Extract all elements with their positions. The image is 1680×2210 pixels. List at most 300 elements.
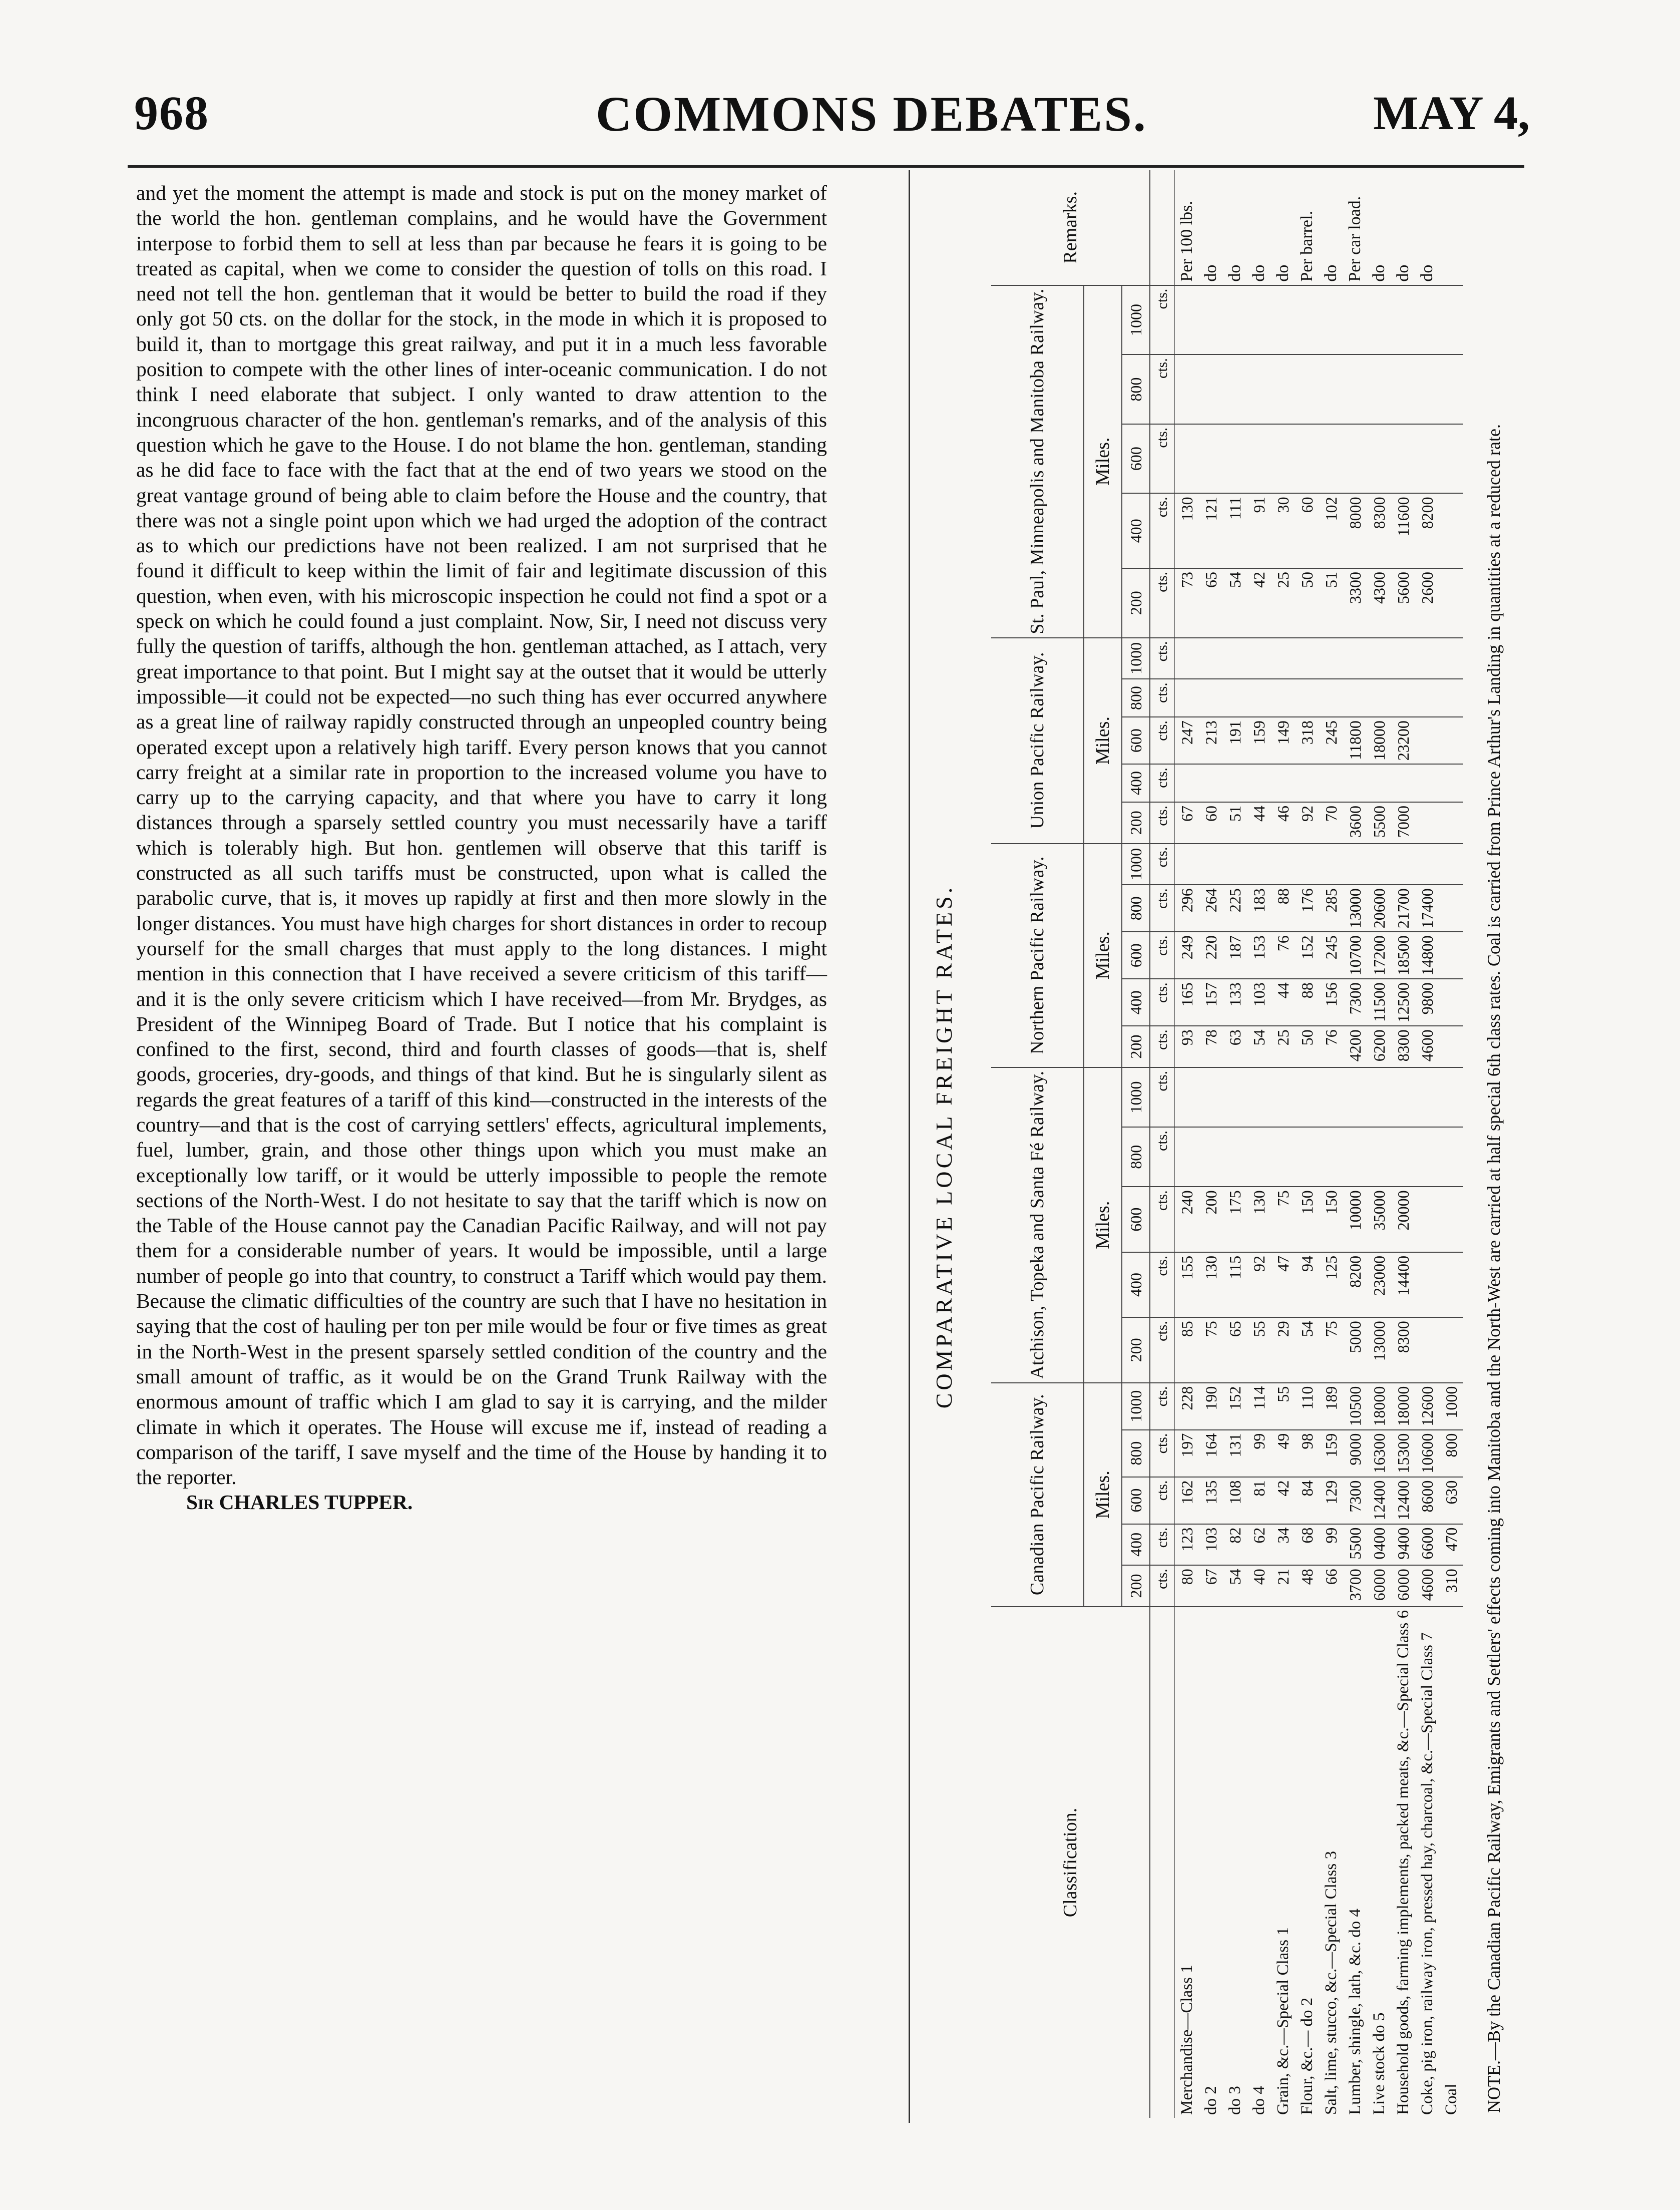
rate-cell bbox=[1295, 638, 1319, 679]
remark-cell: do bbox=[1418, 264, 1436, 282]
unit-label: cts. bbox=[1150, 844, 1175, 885]
rate-cell: 81 bbox=[1247, 1477, 1271, 1524]
remarks-header: Remarks. bbox=[991, 170, 1150, 285]
rate-cell: 133 bbox=[1223, 979, 1247, 1026]
rate-cell bbox=[1295, 424, 1319, 494]
rate-cell: 9800 bbox=[1415, 979, 1439, 1026]
rate-cell: 25 bbox=[1271, 568, 1295, 638]
rate-cell: 150 bbox=[1319, 1187, 1343, 1252]
rate-cell: 99 bbox=[1319, 1524, 1343, 1566]
table-title: COMPARATIVE LOCAL FREIGHT RATES. bbox=[931, 884, 957, 1409]
rate-cell: 200 bbox=[1199, 1187, 1223, 1252]
rate-cell: 23200 bbox=[1391, 717, 1415, 764]
table-row bbox=[1415, 170, 1439, 2118]
rate-cell bbox=[1271, 679, 1295, 717]
rate-cell bbox=[1223, 844, 1247, 885]
rate-cell: 76 bbox=[1319, 1026, 1343, 1067]
rate-cell bbox=[1271, 638, 1295, 679]
rate-cell: 4300 bbox=[1367, 568, 1391, 638]
rate-cell: 150 bbox=[1295, 1187, 1319, 1252]
rate-cell bbox=[1199, 1127, 1223, 1187]
rate-cell: 318 bbox=[1295, 717, 1319, 764]
rate-cell bbox=[1367, 285, 1391, 355]
rate-cell: 63 bbox=[1223, 1026, 1247, 1067]
rate-cell: 164 bbox=[1199, 1430, 1223, 1477]
rate-cell bbox=[1367, 679, 1391, 717]
header-rule bbox=[128, 165, 1524, 168]
rate-cell: 66 bbox=[1319, 1565, 1343, 1607]
rate-cell: 130 bbox=[1175, 493, 1199, 568]
rate-cell: 3600 bbox=[1343, 802, 1367, 844]
rate-cell: 159 bbox=[1247, 717, 1271, 764]
rate-cell bbox=[1343, 424, 1367, 494]
rate-cell: 10500 bbox=[1343, 1383, 1367, 1430]
rate-cell bbox=[1367, 844, 1391, 885]
distance-header: 200 bbox=[1122, 568, 1150, 638]
rate-cell: 17400 bbox=[1415, 885, 1439, 932]
table-row bbox=[1271, 170, 1295, 2118]
rate-cell bbox=[1415, 717, 1439, 764]
rate-cell bbox=[1223, 424, 1247, 494]
rate-cell: 157 bbox=[1199, 979, 1223, 1026]
table-row bbox=[1295, 170, 1319, 2118]
rate-cell: 88 bbox=[1295, 979, 1319, 1026]
rate-cell bbox=[1247, 638, 1271, 679]
rate-cell bbox=[1367, 764, 1391, 802]
distance-header: 600 bbox=[1122, 932, 1150, 979]
rate-cell: 8300 bbox=[1391, 1317, 1415, 1382]
rate-cell bbox=[1271, 764, 1295, 802]
rate-cell: 46 bbox=[1271, 802, 1295, 844]
distance-header: 600 bbox=[1122, 424, 1150, 494]
rate-cell: 14800 bbox=[1415, 932, 1439, 979]
rate-cell bbox=[1295, 1127, 1319, 1187]
railway-header-spmm: St. Paul, Minneapolis and Manitoba Railway. bbox=[991, 285, 1084, 638]
rate-cell: 60 bbox=[1295, 493, 1319, 568]
rate-cell bbox=[1223, 1127, 1247, 1187]
rate-cell: 8200 bbox=[1415, 493, 1439, 568]
remark-cell: do bbox=[1225, 264, 1244, 282]
rate-cell: 44 bbox=[1271, 979, 1295, 1026]
rate-cell bbox=[1271, 844, 1295, 885]
rate-cell: 76 bbox=[1271, 932, 1295, 979]
distance-header: 1000 bbox=[1122, 285, 1150, 355]
rate-cell bbox=[1439, 1067, 1463, 1127]
rate-cell: 156 bbox=[1319, 979, 1343, 1026]
rate-cell bbox=[1439, 354, 1463, 424]
rate-cell bbox=[1223, 1067, 1247, 1127]
rate-cell: 9000 bbox=[1343, 1430, 1367, 1477]
classification-cell: Coal bbox=[1439, 1607, 1463, 2118]
rate-cell: 6000 bbox=[1391, 1565, 1415, 1607]
page-number: 968 bbox=[134, 86, 209, 140]
unit-label: cts. bbox=[1150, 1565, 1175, 1607]
rate-cell: 55 bbox=[1247, 1317, 1271, 1382]
rate-cell bbox=[1247, 1127, 1271, 1187]
table-row bbox=[1247, 170, 1271, 2118]
rate-cell: 135 bbox=[1199, 1477, 1223, 1524]
rate-cell bbox=[1415, 1067, 1439, 1127]
rate-cell: 92 bbox=[1295, 802, 1319, 844]
rate-cell bbox=[1199, 285, 1223, 355]
rate-cell bbox=[1391, 844, 1415, 885]
distance-header: 1000 bbox=[1122, 1067, 1150, 1127]
rate-cell bbox=[1439, 764, 1463, 802]
rate-cell: 800 bbox=[1439, 1430, 1463, 1477]
rate-cell bbox=[1415, 354, 1439, 424]
unit-row-spacer bbox=[1150, 170, 1175, 285]
rate-cell: 12400 bbox=[1391, 1477, 1415, 1524]
unit-label: cts. bbox=[1150, 354, 1175, 424]
rate-cell bbox=[1271, 424, 1295, 494]
rate-cell: 15300 bbox=[1391, 1430, 1415, 1477]
unit-label: cts. bbox=[1150, 493, 1175, 568]
distance-header: 400 bbox=[1122, 1252, 1150, 1317]
rate-cell bbox=[1319, 1127, 1343, 1187]
rate-cell: 20000 bbox=[1391, 1187, 1415, 1252]
rate-cell bbox=[1343, 638, 1367, 679]
rate-cell: 0400 bbox=[1367, 1524, 1391, 1566]
classification-cell: do 4 bbox=[1247, 1607, 1271, 2118]
rate-cell: 92 bbox=[1247, 1252, 1271, 1317]
freight-rates-table bbox=[991, 170, 1463, 2118]
speech-column bbox=[136, 180, 827, 2103]
distance-header: 800 bbox=[1122, 885, 1150, 932]
rate-cell: 21 bbox=[1271, 1565, 1295, 1607]
rate-cell bbox=[1415, 638, 1439, 679]
rate-cell bbox=[1439, 1187, 1463, 1252]
rate-cell bbox=[1319, 424, 1343, 494]
rate-cell bbox=[1319, 638, 1343, 679]
rate-cell: 98 bbox=[1295, 1430, 1319, 1477]
distance-header: 600 bbox=[1122, 717, 1150, 764]
miles-label: Miles. bbox=[1084, 285, 1122, 638]
miles-label: Miles. bbox=[1084, 638, 1122, 844]
rate-cell: 18500 bbox=[1391, 932, 1415, 979]
rate-cell: 80 bbox=[1175, 1565, 1199, 1607]
rate-cell: 245 bbox=[1319, 717, 1343, 764]
rate-cell bbox=[1199, 1067, 1223, 1127]
classification-header: Classification. bbox=[991, 1607, 1150, 2118]
rate-cell: 12600 bbox=[1415, 1383, 1439, 1430]
rate-cell: 131 bbox=[1223, 1430, 1247, 1477]
distance-header: 400 bbox=[1122, 493, 1150, 568]
remark-cell: Per 100 lbs. bbox=[1177, 201, 1196, 282]
rate-cell: 60 bbox=[1199, 802, 1223, 844]
rate-cell: 51 bbox=[1223, 802, 1247, 844]
rate-cell bbox=[1367, 354, 1391, 424]
rate-cell bbox=[1343, 1067, 1367, 1127]
rate-cell: 4600 bbox=[1415, 1026, 1439, 1067]
rate-cell: 42 bbox=[1271, 1477, 1295, 1524]
classification-cell: Live stock do 5 bbox=[1367, 1607, 1391, 2118]
rate-cell: 65 bbox=[1223, 1317, 1247, 1382]
rate-cell: 213 bbox=[1199, 717, 1223, 764]
unit-label: cts. bbox=[1150, 1026, 1175, 1067]
classification-cell: Grain, &c.—Special Class 1 bbox=[1271, 1607, 1295, 2118]
rate-cell: 25 bbox=[1271, 1026, 1295, 1067]
rate-cell bbox=[1415, 764, 1439, 802]
rate-cell bbox=[1391, 354, 1415, 424]
table-row bbox=[1175, 170, 1199, 2118]
rate-cell bbox=[1223, 354, 1247, 424]
rate-cell bbox=[1439, 424, 1463, 494]
rate-cell bbox=[1223, 679, 1247, 717]
rate-cell: 78 bbox=[1199, 1026, 1223, 1067]
rate-cell bbox=[1343, 679, 1367, 717]
rate-cell bbox=[1391, 638, 1415, 679]
rate-cell bbox=[1175, 354, 1199, 424]
rate-cell bbox=[1391, 764, 1415, 802]
rate-cell bbox=[1199, 679, 1223, 717]
rate-cell: 129 bbox=[1319, 1477, 1343, 1524]
rate-cell bbox=[1175, 764, 1199, 802]
rate-cell: 285 bbox=[1319, 885, 1343, 932]
rate-cell bbox=[1247, 679, 1271, 717]
unit-label: cts. bbox=[1150, 424, 1175, 494]
rate-cell: 75 bbox=[1319, 1317, 1343, 1382]
rate-cell bbox=[1247, 354, 1271, 424]
rate-cell bbox=[1367, 1127, 1391, 1187]
rate-cell: 6600 bbox=[1415, 1524, 1439, 1566]
rate-cell: 50 bbox=[1295, 568, 1319, 638]
rate-cell: 23000 bbox=[1367, 1252, 1391, 1317]
rate-cell: 91 bbox=[1247, 493, 1271, 568]
rate-cell bbox=[1439, 679, 1463, 717]
miles-label: Miles. bbox=[1084, 844, 1122, 1067]
rate-cell: 16300 bbox=[1367, 1430, 1391, 1477]
rate-cell: 111 bbox=[1223, 493, 1247, 568]
rate-cell: 7300 bbox=[1343, 979, 1367, 1026]
rate-cell bbox=[1439, 493, 1463, 568]
rate-cell: 153 bbox=[1247, 932, 1271, 979]
rate-cell bbox=[1439, 979, 1463, 1026]
rate-cell: 249 bbox=[1175, 932, 1199, 979]
rate-cell bbox=[1175, 679, 1199, 717]
rate-cell bbox=[1415, 285, 1439, 355]
rate-cell: 11600 bbox=[1391, 493, 1415, 568]
rate-cell: 20600 bbox=[1367, 885, 1391, 932]
rate-cell: 149 bbox=[1271, 717, 1295, 764]
rate-cell bbox=[1199, 424, 1223, 494]
rate-cell: 40 bbox=[1247, 1565, 1271, 1607]
distance-header: 600 bbox=[1122, 1187, 1150, 1252]
rate-cell: 54 bbox=[1223, 568, 1247, 638]
remark-cell: do bbox=[1274, 264, 1292, 282]
rate-cell: 8000 bbox=[1343, 493, 1367, 568]
rate-cell bbox=[1439, 568, 1463, 638]
unit-row-spacer bbox=[1150, 1607, 1175, 2118]
rate-cell bbox=[1439, 285, 1463, 355]
rate-cell bbox=[1175, 1067, 1199, 1127]
railway-header-up: Union Pacific Railway. bbox=[991, 638, 1084, 844]
rate-cell bbox=[1271, 285, 1295, 355]
rate-cell: 68 bbox=[1295, 1524, 1319, 1566]
rate-cell bbox=[1199, 638, 1223, 679]
rate-cell: 67 bbox=[1199, 1565, 1223, 1607]
table-row bbox=[1367, 170, 1391, 2118]
rate-cell: 5500 bbox=[1367, 802, 1391, 844]
distance-header: 200 bbox=[1122, 1565, 1150, 1607]
rate-cell bbox=[1439, 1127, 1463, 1187]
rate-cell: 5000 bbox=[1343, 1317, 1367, 1382]
classification-cell: Merchandise—Class 1 bbox=[1175, 1607, 1199, 2118]
rate-cell: 162 bbox=[1175, 1477, 1199, 1524]
unit-label: cts. bbox=[1150, 1383, 1175, 1430]
rate-cell: 8300 bbox=[1391, 1026, 1415, 1067]
rate-cell: 165 bbox=[1175, 979, 1199, 1026]
rate-cell bbox=[1439, 1252, 1463, 1317]
rate-cell: 630 bbox=[1439, 1477, 1463, 1524]
rate-cell bbox=[1439, 802, 1463, 844]
rate-cell bbox=[1415, 1187, 1439, 1252]
classification-cell: Lumber, shingle, lath, &c. do 4 bbox=[1343, 1607, 1367, 2118]
rate-cell bbox=[1319, 354, 1343, 424]
rate-cell: 8200 bbox=[1343, 1252, 1367, 1317]
unit-label: cts. bbox=[1150, 885, 1175, 932]
rate-cell: 310 bbox=[1439, 1565, 1463, 1607]
rate-cell bbox=[1247, 1067, 1271, 1127]
rate-cell bbox=[1391, 424, 1415, 494]
rate-cell: 18000 bbox=[1391, 1383, 1415, 1430]
distance-header: 200 bbox=[1122, 1317, 1150, 1382]
rate-cell bbox=[1367, 638, 1391, 679]
rate-cell: 93 bbox=[1175, 1026, 1199, 1067]
unit-label: cts. bbox=[1150, 679, 1175, 717]
rate-cell: 11800 bbox=[1343, 717, 1367, 764]
unit-label: cts. bbox=[1150, 1317, 1175, 1382]
unit-label: cts. bbox=[1150, 1524, 1175, 1566]
rate-cell bbox=[1391, 1127, 1415, 1187]
rate-cell: 264 bbox=[1199, 885, 1223, 932]
rotated-table-block bbox=[906, 170, 1557, 2123]
rate-cell: 152 bbox=[1223, 1383, 1247, 1430]
rate-cell bbox=[1175, 1127, 1199, 1187]
rate-cell bbox=[1391, 1067, 1415, 1127]
classification-cell: Salt, lime, stucco, &c.—Special Class 3 bbox=[1319, 1607, 1343, 2118]
classification-cell: Flour, &c.— do 2 bbox=[1295, 1607, 1319, 2118]
rate-cell: 75 bbox=[1199, 1317, 1223, 1382]
rate-cell: 11500 bbox=[1367, 979, 1391, 1026]
rate-cell: 5600 bbox=[1391, 568, 1415, 638]
rate-cell bbox=[1319, 285, 1343, 355]
rate-cell: 42 bbox=[1247, 568, 1271, 638]
rate-cell: 123 bbox=[1175, 1524, 1199, 1566]
rate-cell: 44 bbox=[1247, 802, 1271, 844]
distance-header: 800 bbox=[1122, 1430, 1150, 1477]
rate-cell: 240 bbox=[1175, 1187, 1199, 1252]
rate-cell: 103 bbox=[1199, 1524, 1223, 1566]
rate-cell bbox=[1199, 354, 1223, 424]
rate-cell bbox=[1295, 679, 1319, 717]
remark-cell: Per barrel. bbox=[1298, 211, 1316, 282]
unit-label: cts. bbox=[1150, 638, 1175, 679]
rate-cell: 130 bbox=[1247, 1187, 1271, 1252]
rate-cell bbox=[1271, 354, 1295, 424]
rate-cell bbox=[1319, 1067, 1343, 1127]
rate-cell bbox=[1415, 1317, 1439, 1382]
distance-header: 200 bbox=[1122, 1026, 1150, 1067]
rate-cell: 3700 bbox=[1343, 1565, 1367, 1607]
railway-header-np: Northern Pacific Railway. bbox=[991, 844, 1084, 1067]
rate-cell: 10700 bbox=[1343, 932, 1367, 979]
unit-label: cts. bbox=[1150, 717, 1175, 764]
rate-cell: 47 bbox=[1271, 1252, 1295, 1317]
rate-cell: 187 bbox=[1223, 932, 1247, 979]
rate-cell bbox=[1271, 1067, 1295, 1127]
distance-header: 400 bbox=[1122, 979, 1150, 1026]
table-note: NOTE.—By the Canadian Pacific Railway, Emigrants and Settlers' effects coming into Manitoba and the North-West are carried at half special 6th class rates. Coal is carried from Prince Arthur's Landing in quantities at a reduced rate. bbox=[1484, 424, 1504, 2113]
rate-cell: 8600 bbox=[1415, 1477, 1439, 1524]
rate-cell: 220 bbox=[1199, 932, 1223, 979]
rate-cell: 470 bbox=[1439, 1524, 1463, 1566]
remark-cell: Per car load. bbox=[1346, 196, 1364, 282]
rate-cell bbox=[1247, 844, 1271, 885]
remark-cell bbox=[1439, 170, 1463, 285]
rate-cell: 121 bbox=[1199, 493, 1223, 568]
rate-cell: 94 bbox=[1295, 1252, 1319, 1317]
rate-cell: 85 bbox=[1175, 1317, 1199, 1382]
rate-cell: 13000 bbox=[1367, 1317, 1391, 1382]
rate-cell: 18000 bbox=[1367, 1383, 1391, 1430]
rate-cell: 5500 bbox=[1343, 1524, 1367, 1566]
classification-cell: Household goods, farming implements, packed meats, &c.—Special Class 6 bbox=[1391, 1607, 1415, 2118]
table-row bbox=[1439, 170, 1463, 2118]
rate-cell bbox=[1223, 764, 1247, 802]
railway-header-cp: Canadian Pacific Railway. bbox=[991, 1383, 1084, 1607]
rate-cell: 2600 bbox=[1415, 568, 1439, 638]
rate-cell: 228 bbox=[1175, 1383, 1199, 1430]
rate-cell bbox=[1343, 1127, 1367, 1187]
rate-cell: 54 bbox=[1247, 1026, 1271, 1067]
rate-cell: 8300 bbox=[1367, 493, 1391, 568]
rate-cell bbox=[1343, 844, 1367, 885]
rate-cell: 175 bbox=[1223, 1187, 1247, 1252]
speech-paragraph: and yet the moment the attempt is made and stock is put on the money market of the world the hon. gentleman complains, and he would have the Government interpose to forbid them to sell at less than par because he fears it is going to be treated as capital, when we come to consider the question of tolls on this road. I need not tell the hon. gentleman that it would be better to build the road if they only got 50 cts. on the dollar for the stock, in the mode in which it is proposed to build it, than to mortgage this great railway, and put it in a much less favorable position to compete with the other lines of inter-oceanic communication. I do not think I need elaborate that subject. I only wanted to draw attention to the incongruous character of the hon. gentleman's remarks, and of the analysis of this question which he gave to the House. I do not blame the hon. gentleman, standing as he did face to face with the fact that at the end of two years we stood on the great vantage ground of being able to claim before the House and the country, that there was not a single point upon which we had urged the adoption of the contract as to which our predictions have not been realized. I am not surprised that he found it difficult to keep within the limit of fair and legitimate discussion of this question, when even, with his microscopic inspection he could not find a spot or a speck on which he could found a just complaint. Now, Sir, I need not discuss very fully the question of tariffs, although the hon. gentleman attached, as I attach, very great importance to that point. But I might say at the outset that it would be utterly impossible—it could not be expected—no such thing has ever occurred anywhere as a great line of railway rapidly constructed through an unpeopled country being operated except upon a relatively high tariff. Every person knows that you cannot carry freight at a similar rate in proportion to the increased volume you have to carry up to the carrying capacity, and that where you have to carry it long distances through a sparsely settled country you must necessarily have a tariff which is tolerably high. But hon. gentlemen will observe that this tariff is constructed as all such tariffs must be constructed, upon what is called the parabolic curve, that is, it moves up rapidly at first and then more slowly in the longer distances. You must have high charges for short distances in order to recoup yourself for the small charges that must apply to the long distances. I might mention in this connection that I have received a severe criticism of this tariff—and it is the only severe criticism which I have received—from Mr. Brydges, as President of the Winnipeg Board of Trade. But I notice that his complaint is confined to the first, second, third and fourth classes of goods—that is, shelf goods, groceries, dry-goods, and things of that kind. But he is singularly silent as regards the great features of a tariff of this kind—constructed in the interests of the country—and that is the cost of carrying settlers' effects, agricultural implements, fuel, lumber, grain, and those other things upon which you must make an exceptionally low tariff, or it would be utterly impossible to people the remote sections of the North-West. I do not hesitate to say that the tariff which is now on the Table of the House cannot pay the Canadian Pacific Railway, and will not pay them for a considerable number of years. It would be impossible, until a large number of people go into that country, to construct a Tariff which would pay them. Because the climatic difficulties of the country are such that I have no hesitation in saying that the cost of hauling per ton per mile would be four or five times as great in the North-West in the present sparsely settled condition of the country and the small amount of traffic, as it would be on the Grand Trunk Railway with the enormous amount of traffic which I am glad to say it is carrying, and the milder climate in which it operates. The House will excuse me if, instead of reading a comparison of the tariff, I save myself and the time of the House by handing it to the reporter. bbox=[136, 181, 827, 1489]
rate-cell: 110 bbox=[1295, 1383, 1319, 1430]
rate-cell: 73 bbox=[1175, 568, 1199, 638]
unit-label: cts. bbox=[1150, 1252, 1175, 1317]
rate-cell bbox=[1319, 679, 1343, 717]
rate-cell bbox=[1175, 638, 1199, 679]
classification-cell: do 2 bbox=[1199, 1607, 1223, 2118]
rate-cell bbox=[1391, 285, 1415, 355]
rate-cell: 6000 bbox=[1367, 1565, 1391, 1607]
rate-cell bbox=[1415, 802, 1439, 844]
rate-cell: 1000 bbox=[1439, 1383, 1463, 1430]
remark-cell: do bbox=[1322, 264, 1340, 282]
rate-cell: 10000 bbox=[1343, 1187, 1367, 1252]
classification-cell: do 3 bbox=[1223, 1607, 1247, 2118]
unit-label: cts. bbox=[1150, 1430, 1175, 1477]
rate-cell bbox=[1343, 354, 1367, 424]
rate-cell: 176 bbox=[1295, 885, 1319, 932]
rate-cell bbox=[1295, 1067, 1319, 1127]
rate-cell: 7000 bbox=[1391, 802, 1415, 844]
rate-cell bbox=[1175, 424, 1199, 494]
rate-cell: 102 bbox=[1319, 493, 1343, 568]
rate-cell: 18000 bbox=[1367, 717, 1391, 764]
rate-cell: 12500 bbox=[1391, 979, 1415, 1026]
rate-cell: 152 bbox=[1295, 932, 1319, 979]
rate-cell bbox=[1247, 424, 1271, 494]
distance-header: 800 bbox=[1122, 1127, 1150, 1187]
rate-cell: 4200 bbox=[1343, 1026, 1367, 1067]
unit-label: cts. bbox=[1150, 1477, 1175, 1524]
rate-cell: 3300 bbox=[1343, 568, 1367, 638]
rate-cell bbox=[1343, 764, 1367, 802]
rate-cell bbox=[1439, 1026, 1463, 1067]
